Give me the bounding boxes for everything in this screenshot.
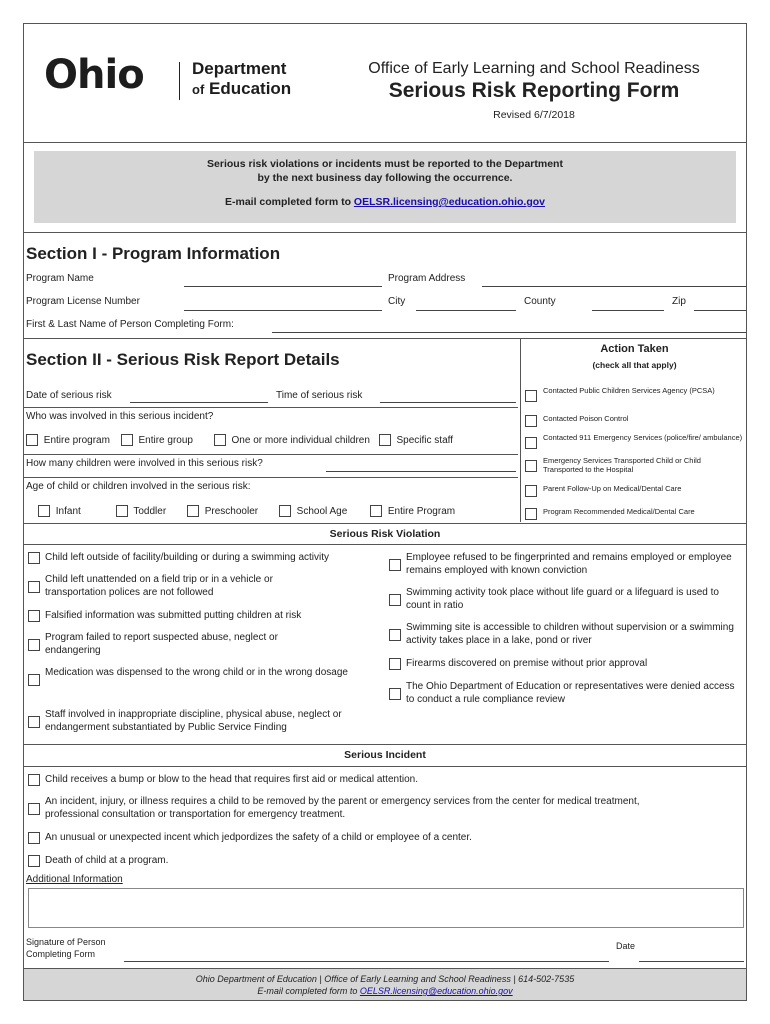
license-number-label: Program License Number: [26, 296, 140, 307]
violation-left-3-checkbox[interactable]: [28, 610, 40, 622]
time-of-risk-label: Time of serious risk: [276, 390, 363, 401]
time-of-risk-field[interactable]: [380, 402, 516, 403]
toddler-label: Toddler: [133, 505, 167, 517]
action-recommended-checkbox[interactable]: [525, 508, 537, 520]
violation-left-6-label: Staff involved in inappropriate discipline, physical abuse, neglect or endangerment substantiated by Public Service Finding: [45, 709, 342, 733]
who-involved-question: Who was involved in this serious incident?: [26, 411, 214, 422]
notice-box: [34, 151, 736, 223]
entire-program-checkbox[interactable]: [26, 434, 38, 446]
entire-group-checkbox[interactable]: [121, 434, 133, 446]
specific-staff-checkbox[interactable]: [379, 434, 391, 446]
violation-left-2-checkbox[interactable]: [28, 581, 40, 593]
action-taken-subtitle: (check all that apply): [592, 360, 677, 370]
zip-label: Zip: [672, 296, 686, 307]
divider: [24, 544, 746, 545]
form-title: Serious Risk Reporting Form: [388, 79, 680, 102]
violation-left-1-checkbox[interactable]: [28, 552, 40, 564]
divider: [24, 407, 518, 408]
form-frame: [23, 23, 747, 1001]
divider: [24, 232, 746, 233]
violation-left-1-label: Child left outside of facility/building or during a swimming activity: [45, 552, 330, 563]
city-field[interactable]: [416, 310, 516, 311]
logo-divider: [179, 62, 180, 100]
footer-contact: Ohio Department of Education | Office of Early Learning and School Readiness | 614-502-7535: [195, 974, 575, 984]
date-of-risk-label: Date of serious risk: [26, 390, 112, 401]
action-parent-checkbox[interactable]: [525, 485, 537, 497]
action-911-label: Contacted 911 Emergency Services (police/fire/ ambulance): [543, 433, 743, 442]
school-age-label: School Age: [296, 505, 348, 517]
program-address-field[interactable]: [482, 286, 746, 287]
action-recommended-label: Program Recommended Medical/Dental Care: [543, 507, 695, 516]
action-taken-panel: [520, 339, 747, 522]
incident-2-checkbox[interactable]: [28, 803, 40, 815]
violation-left-4-checkbox[interactable]: [28, 639, 40, 651]
age-question: Age of child or children involved in the serious risk:: [26, 481, 251, 492]
action-taken-title: Action Taken: [600, 343, 669, 355]
violation-right-2-checkbox[interactable]: [389, 594, 401, 606]
ohio-logo: [44, 52, 144, 98]
entire-group-label: Entire group: [138, 434, 193, 446]
footer-email-prefix: E-mail completed form to: [257, 986, 360, 996]
notice-email-prefix: E-mail completed form to: [224, 196, 354, 208]
violation-right-1-checkbox[interactable]: [389, 559, 401, 571]
divider: [24, 142, 746, 143]
violation-right-4-checkbox[interactable]: [389, 658, 401, 670]
violation-left-5-checkbox[interactable]: [28, 674, 40, 686]
logo-of-text: of: [192, 82, 205, 97]
violation-left-5-label: Medication was dispensed to the wrong child or in the wrong dosage: [45, 667, 348, 678]
city-label: City: [388, 296, 406, 307]
action-911-checkbox[interactable]: [525, 437, 537, 449]
footer-email-link[interactable]: OELSR.licensing@education.ohio.gov: [359, 986, 513, 996]
date-field[interactable]: [639, 961, 744, 962]
preschooler-label: Preschooler: [204, 505, 259, 517]
person-completing-label: First & Last Name of Person Completing Form:: [26, 319, 234, 330]
incident-2-label: An incident, injury, or illness requires a child to be removed by the parent or emergency services from the center for medical treatment, professional consultation or transportation for emergency treatment.: [45, 796, 640, 820]
violation-right-3-label: Swimming site is accessible to children without supervision or a swimming activity takes place in a lake, pond or river: [406, 622, 734, 646]
infant-checkbox[interactable]: [38, 505, 50, 517]
incident-4-label: Death of child at a program.: [45, 855, 169, 866]
section2-title: Section II - Serious Risk Report Details: [26, 350, 340, 369]
divider: [24, 477, 518, 478]
violation-right-3-checkbox[interactable]: [389, 629, 401, 641]
individual-children-checkbox[interactable]: [214, 434, 226, 446]
action-pcsa-label: Contacted Public Children Services Agency (PCSA): [543, 386, 715, 395]
logo-department-text: Department: [192, 59, 287, 78]
incident-title: Serious Incident: [344, 749, 426, 761]
incident-4-checkbox[interactable]: [28, 855, 40, 867]
violation-title: Serious Risk Violation: [329, 528, 441, 540]
notice-line1: Serious risk violations or incidents must be reported to the Department: [207, 158, 563, 170]
violation-right-4-label: Firearms discovered on premise without prior approval: [406, 658, 648, 669]
office-name: Office of Early Learning and School Readiness: [368, 60, 700, 77]
action-pcsa-checkbox[interactable]: [525, 390, 537, 402]
footer: [24, 968, 746, 1000]
violation-left-6-checkbox[interactable]: [28, 716, 40, 728]
action-transported-checkbox[interactable]: [525, 460, 537, 472]
date-label: Date: [616, 941, 636, 951]
divider: [24, 523, 746, 524]
violation-left-2-label: Child left unattended on a field trip or in a vehicle or transportation polices are not followed: [45, 574, 273, 598]
age-options: [38, 505, 455, 517]
school-age-checkbox[interactable]: [279, 505, 291, 517]
preschooler-checkbox[interactable]: [187, 505, 199, 517]
additional-info-label: Additional Information: [26, 874, 123, 885]
signature-field[interactable]: [124, 961, 609, 962]
signature-label: Signature of Person Completing Form: [26, 937, 106, 959]
divider: [24, 744, 746, 745]
logo-education-text: Education: [209, 79, 292, 98]
program-address-label: Program Address: [388, 273, 466, 284]
who-involved-options: [26, 434, 453, 446]
violation-left-3-label: Falsified information was submitted putting children at risk: [45, 610, 302, 621]
action-parent-label: Parent Follow-Up on Medical/Dental Care: [543, 484, 682, 493]
divider: [24, 454, 518, 455]
notice-line2: by the next business day following the occurrence.: [257, 172, 513, 184]
county-field[interactable]: [592, 310, 664, 311]
zip-field[interactable]: [694, 310, 746, 311]
specific-staff-label: Specific staff: [396, 434, 454, 446]
person-completing-field[interactable]: [272, 332, 746, 333]
incident-1-checkbox[interactable]: [28, 774, 40, 786]
incident-1-label: Child receives a bump or blow to the head that requires first aid or medical attention.: [45, 774, 418, 785]
violation-right-1-label: Employee refused to be fingerprinted and remains employed or employee remains employed with known conviction: [406, 552, 732, 576]
incident-3-label: An unusual or unexpected incent which jedpordizes the safety of a child or employee of a center.: [45, 832, 472, 843]
program-name-field[interactable]: [184, 286, 382, 287]
individual-children-label: One or more individual children: [231, 434, 370, 446]
county-label: County: [524, 296, 556, 307]
violation-right-5-checkbox[interactable]: [389, 688, 401, 700]
action-transported-label: Emergency Services Transported Child or Child Transported to the Hospital: [543, 456, 701, 474]
entire-program-age-label: Entire Program: [387, 505, 456, 517]
how-many-children-label: How many children were involved in this serious risk?: [26, 458, 263, 469]
logo-ohio-text: Ohio: [44, 52, 144, 98]
infant-label: Infant: [55, 505, 81, 517]
divider: [24, 766, 746, 767]
section1-title: Section I - Program Information: [26, 244, 281, 263]
incident-3-checkbox[interactable]: [28, 832, 40, 844]
notice-email-link[interactable]: OELSR.licensing@education.ohio.gov: [353, 196, 546, 208]
action-poison-label: Contacted Poison Control: [543, 414, 629, 423]
license-number-field[interactable]: [184, 310, 382, 311]
entire-program-label: Entire program: [43, 434, 110, 446]
violation-left-4-label: Program failed to report suspected abuse, neglect or endangering: [45, 632, 278, 656]
additional-info-field[interactable]: [28, 888, 744, 928]
violation-right-5-label: The Ohio Department of Education or representatives were denied access to conduct a rule compliance review: [406, 681, 735, 705]
toddler-checkbox[interactable]: [116, 505, 128, 517]
entire-program-age-checkbox[interactable]: [370, 505, 382, 517]
revised-date: Revised 6/7/2018: [493, 109, 575, 121]
program-name-label: Program Name: [26, 273, 94, 284]
logo-department: [192, 59, 291, 100]
violation-right-2-label: Swimming activity took place without life guard or a lifeguard is used to count in ratio: [406, 587, 719, 611]
how-many-children-field[interactable]: [326, 471, 516, 472]
action-poison-checkbox[interactable]: [525, 415, 537, 427]
date-of-risk-field[interactable]: [130, 402, 268, 403]
